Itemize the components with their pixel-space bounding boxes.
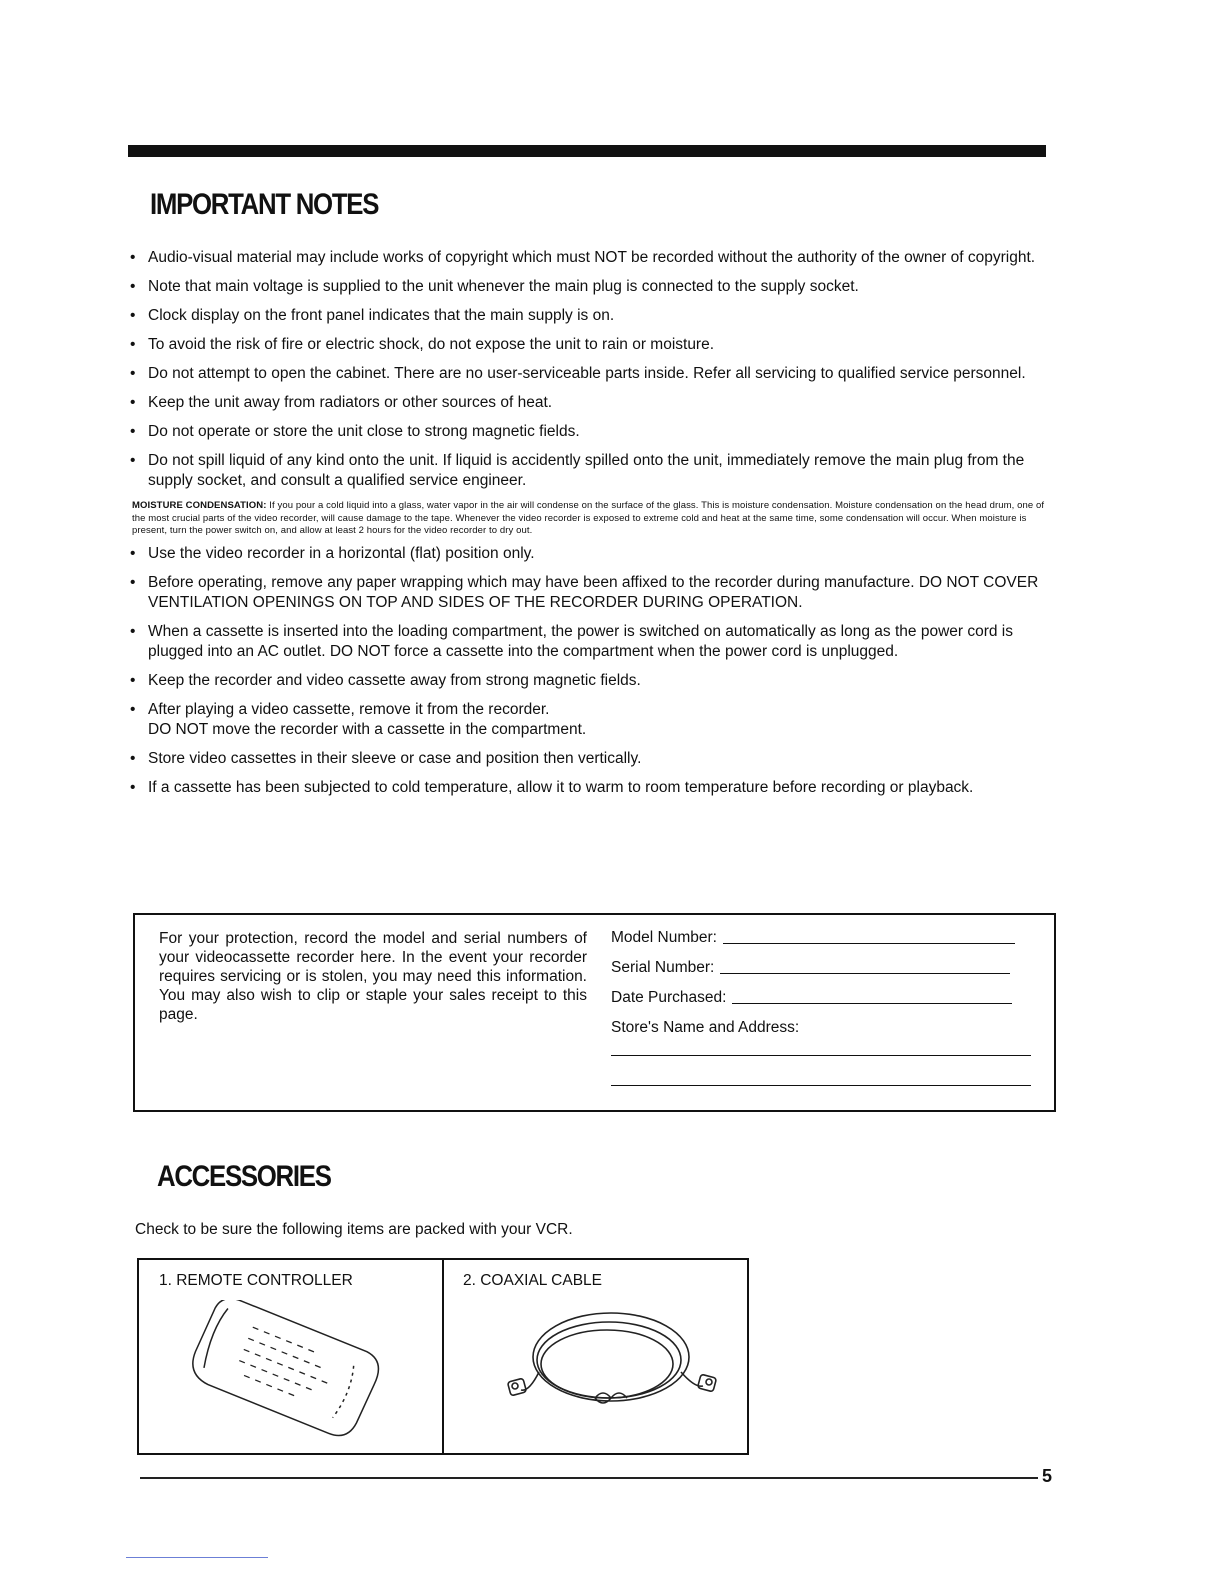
bullet-icon: •	[130, 700, 136, 718]
bullet-icon: •	[130, 778, 136, 796]
note-item: • Audio-visual material may include works of copyright which must NOT be recorded without the authority of the owner of copyright.	[130, 249, 1036, 266]
important-notes-heading: IMPORTANT NOTES	[150, 188, 379, 221]
bullet-icon: •	[130, 394, 136, 411]
note-item: • Keep the recorder and video cassette away from strong magnetic fields.	[130, 671, 641, 689]
note-item: • Do not operate or store the unit close to strong magnetic fields.	[130, 423, 580, 440]
note-item: • Use the video recorder in a horizontal (flat) position only.	[130, 544, 535, 562]
note-item: • Note that main voltage is supplied to the unit whenever the main plug is connected to the supply socket.	[130, 278, 859, 295]
notes-list	[130, 248, 1052, 807]
bullet-icon: •	[130, 671, 136, 689]
note-item: • After playing a video cassette, remove it from the recorder. DO NOT move the recorder with a cassette in the compartment.	[130, 700, 587, 738]
footer-underline	[126, 1557, 268, 1558]
note-item: • Before operating, remove any paper wrapping which may have been affixed to the recorder during manufacture. DO NOT COVER VENTILATION OPENINGS ON TOP AND SIDES OF THE RECORDER DURING OPERATION.	[130, 573, 1039, 611]
record-instructions: For your protection, record the model and serial numbers of your videocassette recorder here. In the event your recorder requires servicing or is stolen, you may need this information. You may also wish to clip or staple your sales receipt to this page.	[159, 930, 587, 1023]
serial-number-field	[611, 959, 1010, 977]
bullet-icon: •	[130, 365, 136, 382]
note-item: • Do not attempt to open the cabinet. There are no user-serviceable parts inside. Refer all servicing to qualified service personnel.	[130, 365, 1026, 382]
bullet-icon: •	[130, 452, 136, 469]
note-item: • To avoid the risk of fire or electric shock, do not expose the unit to rain or moisture.	[130, 336, 715, 353]
model-number-line[interactable]	[723, 942, 1015, 944]
accessories-heading: ACCESSORIES	[157, 1160, 331, 1193]
bullet-icon: •	[130, 423, 136, 440]
page-number: 5	[1042, 1466, 1053, 1486]
note-item: • Keep the unit away from radiators or other sources of heat.	[130, 394, 553, 411]
remote-controller-illustration	[179, 1300, 389, 1440]
date-purchased-field	[611, 989, 1012, 1007]
serial-number-label: Serial Number:	[611, 959, 715, 976]
moisture-condensation-note	[132, 500, 1052, 538]
remote-controller-label: 1. REMOTE CONTROLLER	[159, 1272, 353, 1289]
note-item: • When a cassette is inserted into the loading compartment, the power is switched on automatically as long as the power cord is plugged into an AC outlet. DO NOT force a cassette into the compartment when the power cord is unplugged.	[130, 622, 1014, 660]
note-item: • Store video cassettes in their sleeve or case and position then vertically.	[130, 749, 642, 767]
coaxial-cable-label: 2. COAXIAL CABLE	[463, 1272, 602, 1289]
serial-number-line[interactable]	[720, 972, 1010, 974]
table-divider	[442, 1260, 444, 1453]
store-address-line-2[interactable]	[611, 1085, 1031, 1086]
moisture-label: MOISTURE CONDENSATION:	[132, 500, 267, 511]
bullet-icon: •	[130, 249, 136, 266]
note-item: • If a cassette has been subjected to cold temperature, allow it to warm to room temperature before recording or playback.	[130, 778, 974, 796]
note-item: • Clock display on the front panel indicates that the main supply is on.	[130, 307, 615, 324]
bottom-rule	[140, 1477, 1038, 1479]
note-item: • Do not spill liquid of any kind onto the unit. If liquid is accidently spilled onto the unit, immediately remove the main plug from the supply socket, and consult a qualified service engineer.	[130, 452, 1025, 489]
bullet-icon: •	[130, 622, 136, 640]
date-purchased-line[interactable]	[732, 1002, 1012, 1004]
store-name-label: Store's Name and Address:	[611, 1019, 800, 1036]
record-info-box	[133, 913, 1056, 1112]
date-purchased-label: Date Purchased:	[611, 989, 727, 1006]
store-name-field	[611, 1019, 799, 1037]
bullet-icon: •	[130, 573, 136, 591]
moisture-text: If you pour a cold liquid into a glass, water vapor in the air will condense on the surface of the glass. This is moisture condensation. Moisture condensation on the head drum, one of the most crucial parts of the video recorder, will cause damage to the tape. Whenever the video recorder is exposed to extreme cold and heat at the same time, some condensation will occur. When moisture is present, turn the power switch on, and allow at least 2 hours for the video recorder to dry out.	[132, 500, 1045, 536]
model-number-field	[611, 929, 1015, 947]
bullet-icon: •	[130, 544, 136, 562]
accessories-table	[137, 1258, 749, 1455]
store-address-line-1[interactable]	[611, 1055, 1031, 1056]
bullet-icon: •	[130, 749, 136, 767]
coaxial-cable-illustration	[499, 1302, 739, 1447]
top-rule	[128, 145, 1046, 157]
model-number-label: Model Number:	[611, 929, 717, 946]
bullet-icon: •	[130, 307, 136, 324]
bullet-icon: •	[130, 336, 136, 353]
bullet-icon: •	[130, 278, 136, 295]
check-text: Check to be sure the following items are packed with your VCR.	[135, 1221, 573, 1238]
